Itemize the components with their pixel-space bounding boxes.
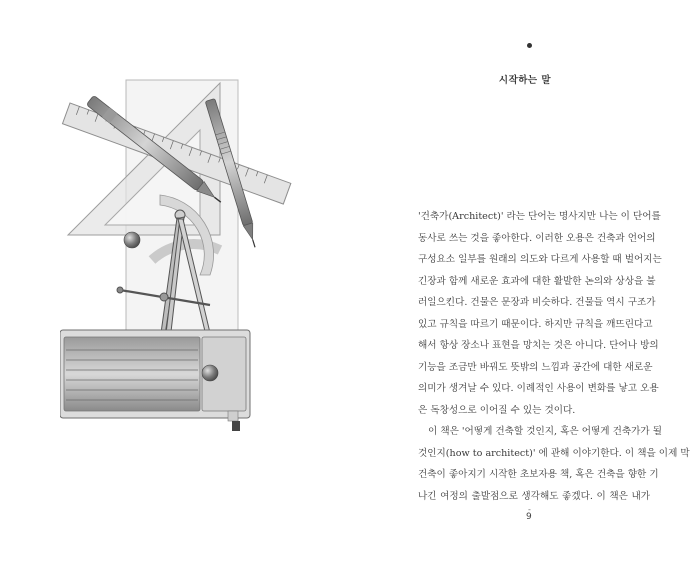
body-text: [418, 206, 690, 507]
body-line: 동사로 쓰는 것을 좋아한다. 이러한 오용은 건축과 언어의: [418, 232, 656, 244]
page-number: 9: [526, 512, 532, 522]
body-line: 긴장과 함께 새로운 효과에 대한 활발한 논의와 상상을 불: [418, 275, 656, 287]
body-line: 것인지(how to architect)' 에 관해 이야기한다. 이 책을 이제 막: [418, 447, 690, 459]
body-line: 있고 규칙을 따르기 때문이다. 하지만 규칙을 깨뜨린다고: [418, 318, 653, 330]
chapter-bullet: [527, 43, 532, 48]
page-number-dash: -: [528, 505, 531, 514]
body-line: 러일으킨다. 건물은 문장과 비슷하다. 건물들 역시 구조가: [418, 297, 656, 308]
body-line: 이 책은 '어떻게 건축할 것인지, 혹은 어떻게 건축가가 될: [428, 426, 662, 437]
drafting-tools-illustration: [60, 75, 295, 440]
body-line: 건축이 좋아지기 시작한 초보자용 책, 혹은 건축을 향한 기: [418, 469, 659, 480]
body-line: 기능을 조금만 바꿔도 뜻밖의 느낌과 공간에 대한 새로운: [418, 361, 653, 373]
body-line: 구성요소 일부를 원래의 의도와 다르게 사용할 때 벌어지는: [418, 254, 662, 265]
body-line: 나긴 여정의 출발점으로 생각해도 좋겠다. 이 책은 내가: [418, 490, 650, 502]
body-line: 해서 항상 장소나 표현을 망치는 것은 아니다. 단어나 방의: [418, 340, 659, 351]
body-line: '건축가(Architect)' 라는 단어는 명사지만 나는 이 단어를: [418, 211, 661, 222]
body-line: 의미가 생겨날 수 있다. 이례적인 사용이 변화를 낳고 오용: [418, 383, 659, 394]
chapter-title: 시작하는 말: [498, 75, 552, 86]
body-line: 은 독창성으로 이어질 수 있는 것이다.: [418, 404, 576, 416]
